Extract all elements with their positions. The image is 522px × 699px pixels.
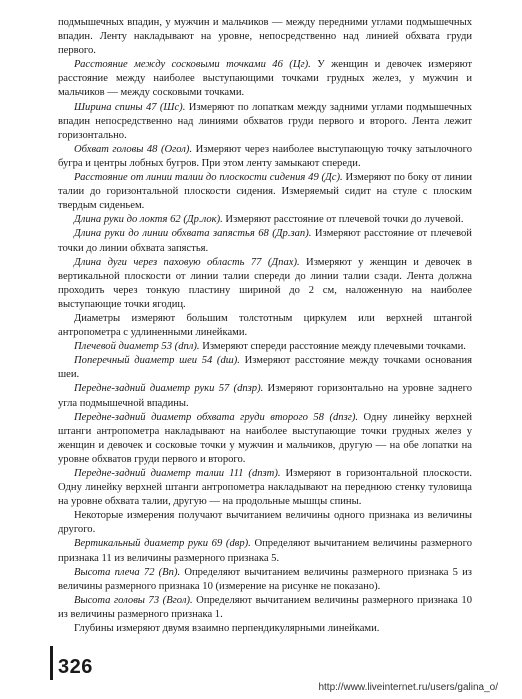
paragraph	[58, 101, 472, 143]
term: Высота головы 73 (Вгол).	[74, 594, 193, 606]
paragraph	[58, 58, 472, 100]
paragraph-text: Определяют вычитанием величины размерного признака 11 из величины размерного признака 5.	[58, 538, 472, 564]
paragraph	[58, 566, 472, 594]
paragraph-text: Измеряют через наиболее выступающую точку затылочного бугра и центры лобных бугров. При этом ленту замыкают спереди.	[58, 143, 473, 169]
paragraph	[58, 411, 472, 467]
term: Длина руки до локтя 62 (Др.лок).	[74, 214, 223, 226]
paragraph-text: Измеряют в горизонтальной плоскости. Одну линейку верхней штанги антропометра накладывают на переднюю стенку туловища на уровне обхвата талии, другую — на продольные мышцы спины.	[58, 468, 472, 508]
paragraph-text: Определяют вычитанием величины размерного признака 10 из величины размерного признака 1.	[58, 594, 472, 620]
term: Передне-задний диаметр талии 111 (dпзт).	[74, 468, 281, 479]
paragraph	[58, 16, 472, 58]
watermark-url: http://www.liveinternet.ru/users/galina_o/	[318, 682, 498, 693]
paragraph	[58, 467, 472, 509]
paragraph-text: Одну линейку верхней штанги антропометра накладывают на наиболее выступающие точки грудных желез у женщин и девочек и сосковые точки у мужчин и мальчиков, другую — на обе лопатки на уровне обхватов груди первого и второго.	[58, 411, 472, 465]
paragraph-text: У женщин и девочек измеряют расстояние между наиболее выступающими точками грудных желез, у мужчин и мальчиков — между сосковыми точками.	[58, 59, 472, 99]
term: Длина дуги через паховую область 77 (Дпах).	[74, 256, 300, 268]
paragraph	[58, 509, 472, 537]
paragraph-text: подмышечных впадин, у мужчин и мальчиков — между передними углами подмышечных впадин. Ленту накладывают на уровне, непосредственно над линией обхвата груди первого.	[58, 17, 472, 57]
paragraph-text: Измеряют у женщин и девочек в вертикальной плоскости от линии талии спереди до линии талии сзади. Лента должна проходить через тонкую пластину шириной до 2 см, наложенную на наиболее выступающие точки ягодиц.	[58, 256, 472, 310]
term: Длина руки до линии обхвата запястья 68 (Др.зап).	[74, 228, 312, 240]
paragraph-text: Измеряют расстояние от плечевой точки до лучевой.	[222, 214, 464, 226]
margin-bar	[50, 646, 53, 680]
paragraph-text: Измеряют по лопаткам между задними углами подмышечных впадин непосредственно над линиями обхватов груди первого и второго. Лента лежит горизонтально.	[58, 101, 472, 141]
paragraph	[58, 594, 472, 622]
paragraph	[58, 622, 472, 636]
page-footer	[50, 646, 510, 694]
paragraph	[58, 171, 472, 213]
body-text	[58, 16, 472, 636]
paragraph-text: Диаметры измеряют большим толстотным циркулем или верхней штангой антропометра с удлиненными линейками.	[58, 312, 472, 339]
paragraph-text: Измеряют горизонтально на уровне заднего угла подмышечной впадины.	[58, 383, 472, 409]
paragraph-text: Измеряют спереди расстояние между плечевыми точками.	[199, 341, 466, 353]
paragraph	[58, 227, 472, 255]
page-number: 326	[58, 656, 93, 678]
term: Ширина спины 47 (Шс).	[74, 101, 186, 113]
term: Расстояние между сосковыми точками 46 (Цг).	[74, 59, 311, 71]
paragraph	[58, 256, 472, 312]
paragraph-text: Некоторые измерения получают вычитанием величины одного признака из величины другого.	[58, 510, 472, 536]
term: Плечевой диаметр 53 (dпл).	[74, 341, 200, 353]
paragraph-text: Определяют вычитанием величины размерного признака 5 из величины размерного признака 10 (измерение на рисунке не показано).	[58, 566, 472, 592]
paragraph	[58, 340, 472, 354]
term: Поперечный диаметр шеи 54 (dш).	[74, 355, 240, 367]
paragraph	[58, 382, 472, 410]
paragraph	[58, 213, 472, 227]
paragraph	[58, 354, 472, 382]
paragraph-text: Измеряют расстояние от плечевой точки до линии обхвата запястья.	[58, 228, 472, 254]
term: Вертикальный диаметр руки 69 (dвр).	[74, 538, 251, 550]
term: Расстояние от линии талии до плоскости сидения 49 (Дс).	[74, 172, 343, 184]
term: Передне-задний диаметр руки 57 (dпзр).	[74, 383, 264, 395]
paragraph	[58, 537, 472, 565]
paragraph-text: Измеряют по боку от линии талии до горизонтальной плоскости сидения. Измеряемый сидит на стуле с плоским твердым сиденьем.	[58, 172, 472, 212]
paragraph	[58, 312, 472, 340]
paragraph-text: Глубины измеряют двумя взаимно перпендикулярными линейками.	[74, 623, 380, 635]
paragraph-text: Измеряют расстояние между точками основания шеи.	[58, 355, 472, 381]
paragraph	[58, 143, 472, 171]
term: Передне-задний диаметр обхвата груди второго 58 (dпзг).	[74, 411, 359, 423]
term: Обхват головы 48 (Огол).	[74, 143, 193, 155]
term: Высота плеча 72 (Вп).	[74, 566, 181, 578]
